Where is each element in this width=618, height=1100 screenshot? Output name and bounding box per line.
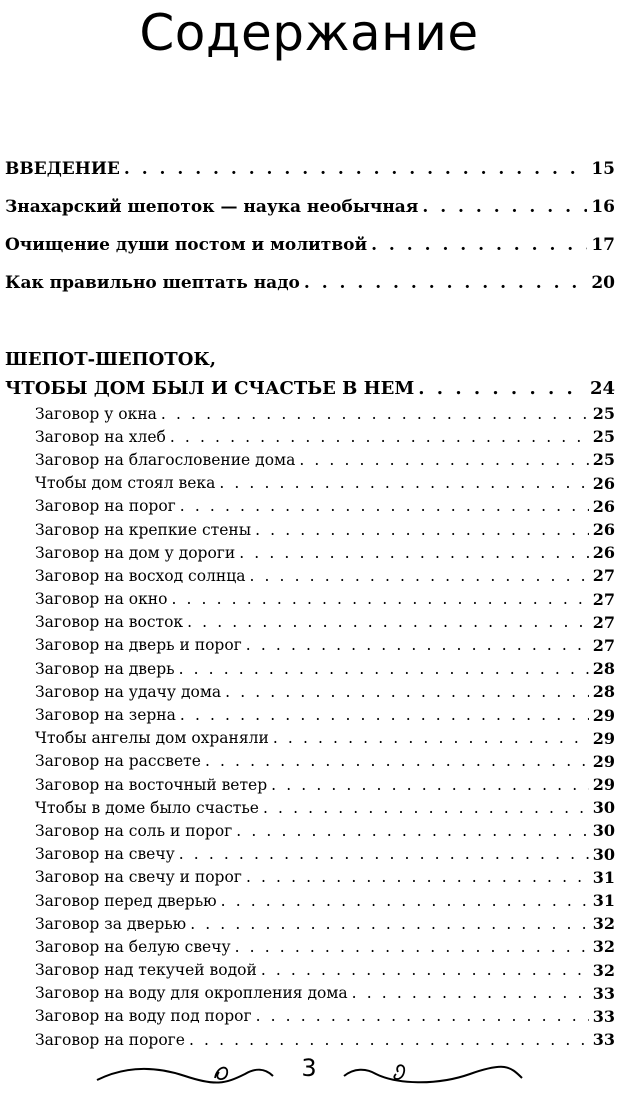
dot-leader: [255, 521, 589, 539]
entry-title: Заговор на зерна: [35, 706, 176, 725]
entry-title: Заговор на восход солнца: [35, 566, 246, 585]
dot-leader: [422, 197, 587, 217]
entry-page-number: 26: [592, 520, 615, 540]
entry-title: Заговор на удачу дома: [35, 682, 222, 701]
toc-subentry[interactable]: [5, 727, 615, 750]
entry-page-number: 32: [592, 914, 615, 934]
entry-page-number: 32: [592, 937, 615, 957]
entry-title: Заговор на рассвете: [35, 752, 201, 771]
dot-leader: [246, 868, 589, 886]
entry-title: Заговор на соль и порог: [35, 821, 233, 840]
dot-leader: [219, 474, 588, 492]
toc-subentry[interactable]: [5, 843, 615, 866]
section-title-line2: ЧТОБЫ ДОМ БЫЛ И СЧАСТЬЕ В НЕМ: [5, 377, 415, 399]
dot-leader: [236, 822, 588, 840]
toc-subentry[interactable]: [5, 912, 615, 935]
toc-subentry[interactable]: [5, 935, 615, 958]
entry-title: Заговор на воду для окропления дома: [35, 984, 348, 1003]
toc-subentry[interactable]: [5, 611, 615, 634]
entry-page-number: 30: [592, 821, 615, 841]
dot-leader: [371, 235, 587, 255]
dot-leader: [179, 660, 589, 678]
page-number: 3: [301, 1054, 317, 1082]
dot-leader: [418, 378, 586, 399]
entry-page-number: 29: [592, 751, 615, 771]
entry-title: Заговор на порог: [35, 497, 176, 516]
section-page-number: 24: [589, 377, 615, 399]
toc-subentry[interactable]: [5, 634, 615, 657]
dot-leader: [189, 1031, 589, 1049]
dot-leader: [261, 961, 589, 979]
entry-title: Заговор на воду под порог: [35, 1007, 252, 1026]
entry-title: ВВЕДЕНИЕ: [5, 159, 120, 179]
right-flourish-ornament: [340, 1058, 525, 1088]
toc-subentry[interactable]: [5, 495, 615, 518]
entry-title: Чтобы дом стоял века: [35, 474, 216, 493]
toc-subentry[interactable]: [5, 402, 615, 425]
toc-subentry[interactable]: [5, 541, 615, 564]
entry-page-number: 15: [591, 159, 615, 179]
entry-page-number: 31: [592, 867, 615, 887]
entry-page-number: 27: [592, 589, 615, 609]
dot-leader: [249, 567, 588, 585]
toc-subentry[interactable]: [5, 1005, 615, 1028]
entry-title: Заговор на окно: [35, 590, 168, 609]
table-of-contents: [5, 150, 615, 1051]
entry-page-number: 26: [592, 543, 615, 563]
dot-leader: [299, 451, 588, 469]
entry-title: Заговор за дверью: [35, 914, 187, 933]
dot-leader: [161, 405, 589, 423]
entry-title: Заговор на крепкие стены: [35, 520, 252, 539]
intro-entries: [5, 150, 615, 302]
entry-page-number: 27: [592, 566, 615, 586]
entry-page-number: 32: [592, 960, 615, 980]
toc-subentry[interactable]: [5, 982, 615, 1005]
dot-leader: [187, 613, 589, 631]
entry-title: Заговор на хлеб: [35, 427, 166, 446]
entry-title: Заговор на дом у дороги: [35, 543, 236, 562]
toc-subentry[interactable]: [5, 866, 615, 889]
entry-title: Заговор на благословение дома: [35, 450, 296, 469]
entry-title: Знахарский шепоток — наука необычная: [5, 197, 419, 217]
toc-subentry[interactable]: [5, 750, 615, 773]
dot-leader: [171, 590, 588, 608]
entry-title: Заговор у окна: [35, 404, 157, 423]
toc-subentry[interactable]: [5, 796, 615, 819]
entry-page-number: 16: [591, 197, 615, 217]
section-items: [5, 402, 615, 1051]
entry-title: Заговор на свечу и порог: [35, 868, 242, 887]
dot-leader: [263, 799, 589, 817]
dot-leader: [256, 1007, 589, 1025]
entry-page-number: 27: [592, 612, 615, 632]
entry-page-number: 25: [592, 427, 615, 447]
dot-leader: [124, 159, 587, 179]
entry-title: Заговор на свечу: [35, 845, 175, 864]
toc-entry[interactable]: [5, 150, 615, 188]
dot-leader: [180, 706, 589, 724]
entry-page-number: 29: [592, 728, 615, 748]
entry-page-number: 28: [592, 659, 615, 679]
toc-subentry[interactable]: [5, 564, 615, 587]
entry-title: Заговор над текучей водой: [35, 961, 257, 980]
entry-title: Заговор на восток: [35, 613, 184, 632]
toc-subentry[interactable]: [5, 959, 615, 982]
toc-subentry[interactable]: [5, 448, 615, 471]
toc-subentry[interactable]: [5, 518, 615, 541]
entry-page-number: 28: [592, 682, 615, 702]
toc-subentry[interactable]: [5, 472, 615, 495]
dot-leader: [225, 683, 589, 701]
entry-page-number: 17: [591, 235, 615, 255]
entry-page-number: 26: [592, 473, 615, 493]
entry-page-number: 33: [592, 1006, 615, 1026]
entry-page-number: 29: [592, 775, 615, 795]
toc-entry[interactable]: [5, 264, 615, 302]
toc-subentry[interactable]: [5, 588, 615, 611]
dot-leader: [304, 273, 587, 293]
page-footer: [0, 1048, 618, 1100]
entry-title: Очищение души постом и молитвой: [5, 235, 368, 255]
dot-leader: [170, 428, 589, 446]
dot-leader: [205, 752, 589, 770]
entry-page-number: 29: [592, 705, 615, 725]
entry-page-number: 25: [592, 404, 615, 424]
entry-page-number: 25: [592, 450, 615, 470]
entry-title: Заговор на дверь и порог: [35, 636, 242, 655]
entry-page-number: 30: [592, 844, 615, 864]
dot-leader: [246, 636, 589, 654]
toc-subentry[interactable]: [5, 657, 615, 680]
toc-subentry[interactable]: [5, 819, 615, 842]
entry-title: Как правильно шептать надо: [5, 273, 300, 293]
toc-subentry[interactable]: [5, 773, 615, 796]
dot-leader: [239, 544, 588, 562]
section-heading-row[interactable]: [5, 374, 615, 402]
entry-page-number: 20: [591, 273, 615, 293]
entry-page-number: 30: [592, 798, 615, 818]
entry-page-number: 26: [592, 496, 615, 516]
dot-leader: [271, 776, 589, 794]
entry-title: Заговор на дверь: [35, 659, 175, 678]
toc-subentry[interactable]: [5, 425, 615, 448]
entry-title: Заговор на пороге: [35, 1030, 185, 1049]
toc-entry[interactable]: [5, 226, 615, 264]
toc-entry[interactable]: [5, 188, 615, 226]
entry-title: Заговор перед дверью: [35, 891, 217, 910]
toc-subentry[interactable]: [5, 889, 615, 912]
entry-title: Заговор на восточный ветер: [35, 775, 268, 794]
entry-page-number: 31: [592, 891, 615, 911]
entry-title: Чтобы ангелы дом охраняли: [35, 729, 269, 748]
dot-leader: [221, 892, 589, 910]
toc-subentry[interactable]: [5, 703, 615, 726]
entry-page-number: 27: [592, 635, 615, 655]
entry-page-number: 33: [592, 983, 615, 1003]
section-title-line1: ШЕПОТ-ШЕПОТОК,: [5, 349, 217, 370]
toc-subentry[interactable]: [5, 680, 615, 703]
dot-leader: [190, 915, 589, 933]
page-title: Содержание: [139, 4, 479, 62]
dot-leader: [180, 497, 589, 515]
dot-leader: [179, 845, 589, 863]
entry-page-number: 33: [592, 1030, 615, 1050]
dot-leader: [273, 729, 589, 747]
entry-title: Чтобы в доме было счастье: [35, 798, 259, 817]
entry-title: Заговор на белую свечу: [35, 937, 231, 956]
dot-leader: [235, 938, 589, 956]
dot-leader: [352, 984, 589, 1002]
